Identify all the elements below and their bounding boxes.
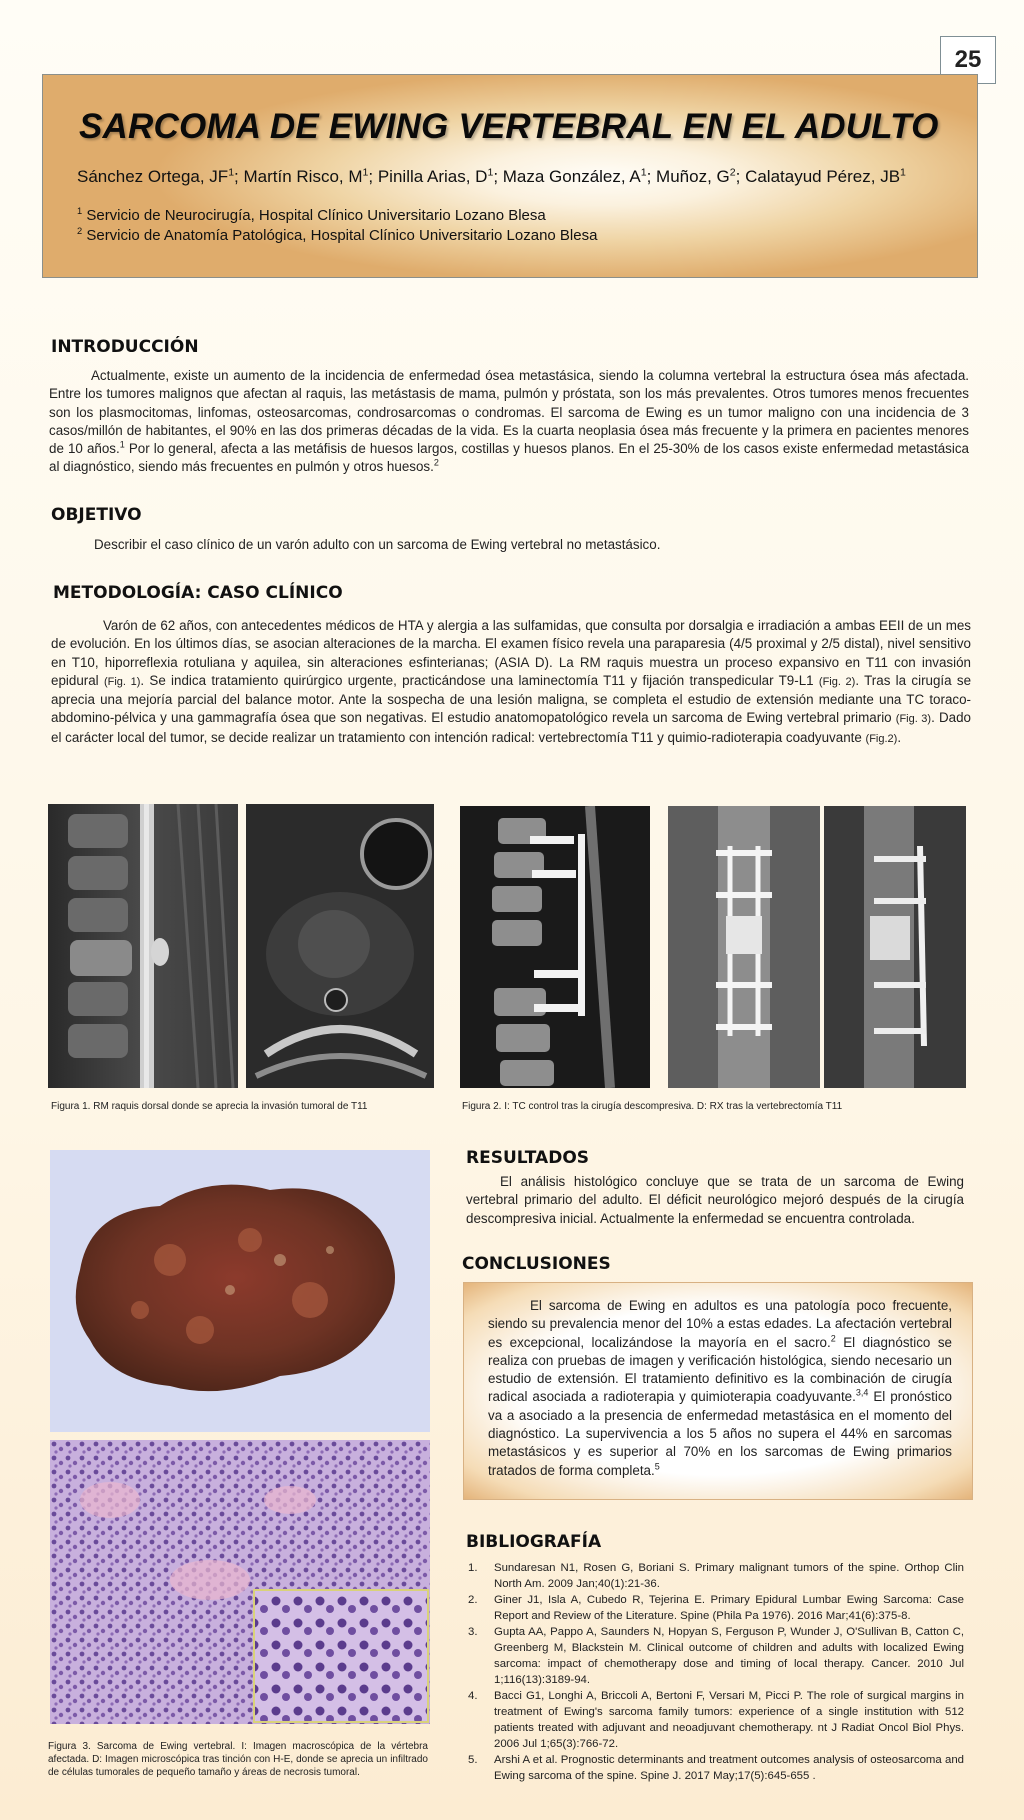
affiliation: [77, 207, 546, 224]
macroscopic-vertebra-image: [50, 1150, 430, 1432]
author-affiliation-mark: 1: [487, 166, 494, 179]
reference-text: Giner J1, Isla A, Cubedo R, Tejerina E. Primary Epidural Lumbar Ewing Sarcoma: Case Report and Review of the Literature. Spine (Phila Pa 1976). 2016 Mar;41(6):375-8.: [494, 1594, 964, 1622]
reference-text: Bacci G1, Longhi A, Briccoli A, Bertoni F, Versari M, Picci P. The role of surgical margins in treatment of Ewing's sarcoma family tumors: experience of a single institution with 512 patients treated with adjuvant and neoadjuvant chemotherapy. nt J Radiat Oncol Biol Phys. 2006 Jul 1;65(3):766-72.: [494, 1690, 964, 1750]
author: Sánchez Ortega, JF: [77, 167, 229, 186]
conclusiones-heading: CONCLUSIONES: [462, 1254, 611, 1274]
reference-number: 1.: [468, 1562, 478, 1574]
metodologia-text: . Dado el carácter local del tumor, se decide realizar un tratamiento con intención radical: vertebrectomía T11 y quimio-radioterapia coadyuvante: [51, 710, 971, 745]
metodologia-heading: METODOLOGÍA: CASO CLÍNICO: [53, 583, 343, 603]
author-affiliation-mark: 1: [362, 166, 369, 179]
reference-number: 2.: [468, 1594, 478, 1606]
figure-1-caption: Figura 1. RM raquis dorsal donde se aprecia la invasión tumoral de T11: [51, 1101, 368, 1112]
affiliation-mark: 1: [77, 206, 83, 216]
affiliation-mark: 2: [77, 226, 83, 236]
mri-sagittal-image: [48, 804, 238, 1088]
author-list: Sánchez Ortega, $JF^1$; Martín Risco, $M^1$; Pinilla Arias, $D^1$; Maza González, $A^1$; Muñoz, $G^2$; Calatayud Pérez, $JB^1$: [77, 166, 906, 186]
affiliation: [77, 227, 597, 244]
figure-1-mri-sagittal: [48, 804, 238, 1088]
author-affiliation-mark: 1: [900, 166, 906, 179]
resultados-text: El análisis histológico concluye que se trata de un sarcoma de Ewing vertebral primario del adulto. El déficit neurológico mejoró después de la cirugía descompresiva inicial. Actualmente la enfermedad se encuentra controlada.: [466, 1174, 964, 1226]
metodologia-text: . Tras la cirugía se aprecia una mejoría parcial del balance motor. Ante la sospecha de una lesión maligna, se completa el estudio de extensión mediante una TC toraco-abdomino-pélvica y una gammagrafía ósea que son negativas. El estudio anatomopatológico revela un sarcoma de Ewing vertebral primario: [51, 672, 972, 726]
reference-number: 4.: [468, 1690, 478, 1702]
intro-text-2: Por lo general, afecta a las metáfisis de huesos largos, costillas y huesos planos. En el 25-30% de los casos existe enfermedad metastásica al diagnóstico, siendo más frecuentes en pulmón y otros huesos.: [49, 441, 969, 475]
conclusiones-text: El sarcoma de Ewing en adultos es una patología poco frecuente, siendo su prevalencia menor del 10% a estas edades. La afectación vertebral es excepcional, localizándose la mayoría en el sacro.: [488, 1298, 952, 1350]
figure-3-caption: Figura 3. Sarcoma de Ewing vertebral. I: Imagen macroscópica de la vértebra afectada. D: Imagen microscópica tras tinción con H-E, donde se aprecia un infiltrado de células tumorales de pequeño tamaño y áreas de necrosis tumoral.: [48, 1741, 428, 1778]
intro-text-1: Actualmente, existe un aumento de la incidencia de enfermedad ósea metastásica, siendo la columna vertebral la estructura ósea más afectada. Entre los tumores malignos que afectan al raquis, las metástasis de mama, pulmón y próstata, son los más prevalentes. Otros tumores menos frecuentes son los plasmocitomas, linfomas, osteosarcomas, condrosarcomas o condromas. El sarcoma de Ewing es un tumor maligno con una incidencia de 3 casos/millón de habitantes, el 90% en las dos primeras décadas de la vida. Es la cuarta neoplasia ósea más frecuente y la primera en pacientes menores de 10 años.: [49, 368, 969, 457]
figure-1-mri-axial: [246, 804, 434, 1088]
author: Pinilla Arias, D: [377, 167, 488, 186]
microscopic-histology-image: [50, 1440, 430, 1724]
bibliografia-heading: BIBLIOGRAFÍA: [466, 1532, 602, 1552]
figure-reference: (Fig. 3): [895, 713, 932, 726]
conclusiones-box: [463, 1282, 973, 1500]
reference-number: 3.: [468, 1626, 478, 1638]
poster-title: SARCOMA DE EWING VERTEBRAL EN EL ADULTO: [79, 107, 939, 146]
page-number: 25: [940, 36, 996, 84]
citation-mark: 1: [119, 439, 125, 450]
reference-number: 5.: [468, 1754, 478, 1766]
figure-reference: (Fig. 1): [103, 675, 141, 688]
conclusiones-text: El pronóstico va a asociado a la presencia de enfermedad metastásica en el momento del diagnóstico. La supervivencia a los 5 años no supera el 44% en sarcomas metastásicos y es superior al 70% en los sarcomas de Ewing primarios tratados de forma completa.: [488, 1389, 952, 1478]
author-affiliation-mark: 2: [729, 166, 736, 179]
xray-ap-image: [668, 806, 820, 1088]
conclusiones-text: El diagnóstico se realiza con pruebas de imagen y verificación histológica, siendo necesario un estudio de extensión. El tratamiento definitivo es la combinación de cirugía radical asociada a radioterapia y quimioterapia coadyuvante.: [488, 1334, 952, 1405]
citation-mark: 3,4: [855, 1388, 869, 1399]
conclusiones-paragraph: [488, 1297, 952, 1480]
reference-item: [466, 1560, 964, 1592]
figure-2-xray-ap: [668, 806, 820, 1088]
metodologia-text: Varón de 62 años, con antecedentes médicos de HTA y alergia a las sulfamidas, que consulta por dorsalgia e irradiación a ambas EEII de un mes de evolución. En los últimos días, se asocian alteraciones de la marcha. El examen físico revela una paraparesia (4/5 proximal y 2/5 distal), nivel sensitivo en T10, hiporreflexia rotuliana y aquilea, sin alteraciones esfinterianas; (ASIA D). La RM raquis muestra un proceso expansivo en T11 con invasión epidural: [51, 618, 971, 688]
reference-text: Gupta AA, Pappo A, Saunders N, Hopyan S, Ferguson P, Wunder J, O'Sullivan B, Catton C, Greenberg M, Blackstein M. Clinical outcome of children and adults with localized Ewing sarcoma: impact of chemotherapy dose and timing of local therapy. Cancer. 2010 Jul 1;116(13):3189-94.: [494, 1626, 964, 1686]
figure-reference: (Fig. 2): [818, 675, 856, 688]
reference-item: [466, 1624, 964, 1688]
bibliography-list: [466, 1560, 964, 1784]
reference-text: Sundaresan N1, Rosen G, Boriani S. Primary malignant tumors of the spine. Orthop Clin North Am. 2009 Jan;40(1):21-36.: [494, 1562, 964, 1590]
citation-mark: 2: [830, 1333, 836, 1344]
figure-2-xray-lateral: [824, 806, 966, 1088]
resultados-heading: RESULTADOS: [466, 1148, 590, 1168]
citation-mark: 5: [654, 1461, 660, 1472]
figure-3-macroscopic: [50, 1150, 430, 1432]
reference-item: [466, 1752, 964, 1784]
reference-text: Arshi A et al. Prognostic determinants and treatment outcomes analysis of osteosarcoma and Ewing sarcoma of the spine. Spine J. 2017 May;17(5):645-655 .: [494, 1754, 964, 1782]
author-affiliation-mark: 1: [228, 166, 235, 179]
mri-axial-image: [246, 804, 434, 1088]
reference-item: [466, 1592, 964, 1624]
objetivo-text: Describir el caso clínico de un varón adulto con un sarcoma de Ewing vertebral no metastásico.: [94, 537, 661, 552]
author: Martín Risco, M: [243, 167, 363, 186]
figure-3-microscopic: [50, 1440, 430, 1724]
objetivo-heading: OBJETIVO: [51, 505, 142, 525]
metodologia-paragraph: [51, 617, 971, 748]
affiliation-text: Servicio de Anatomía Patológica, Hospital Clínico Universitario Lozano Blesa: [86, 227, 598, 244]
metodologia-text: .: [897, 729, 902, 745]
intro-heading: INTRODUCCIÓN: [51, 337, 199, 357]
intro-paragraph: [49, 367, 969, 477]
figure-2-ct-sagittal: [460, 806, 650, 1088]
ct-image: [460, 806, 650, 1088]
metodologia-text: . Se indica tratamiento quirúrgico urgente, practicándose una laminectomía T11 y fijación transpedicular T9-L1: [140, 672, 819, 688]
figure-2-caption: Figura 2. I: TC control tras la cirugía descompresiva. D: RX tras la vertebrectomía T11: [462, 1101, 843, 1112]
poster-header: [42, 74, 978, 278]
xray-lateral-image: [824, 806, 966, 1088]
author-affiliation-mark: 1: [640, 166, 647, 179]
author: Calatayud Pérez, JB: [745, 167, 901, 186]
reference-item: [466, 1688, 964, 1752]
author: Maza González, A: [502, 167, 641, 186]
citation-mark: 2: [433, 458, 439, 469]
author: Muñoz, G: [656, 167, 730, 186]
affiliation-text: Servicio de Neurocirugía, Hospital Clínico Universitario Lozano Blesa: [86, 207, 546, 224]
figure-reference: (Fig.2): [865, 732, 898, 745]
